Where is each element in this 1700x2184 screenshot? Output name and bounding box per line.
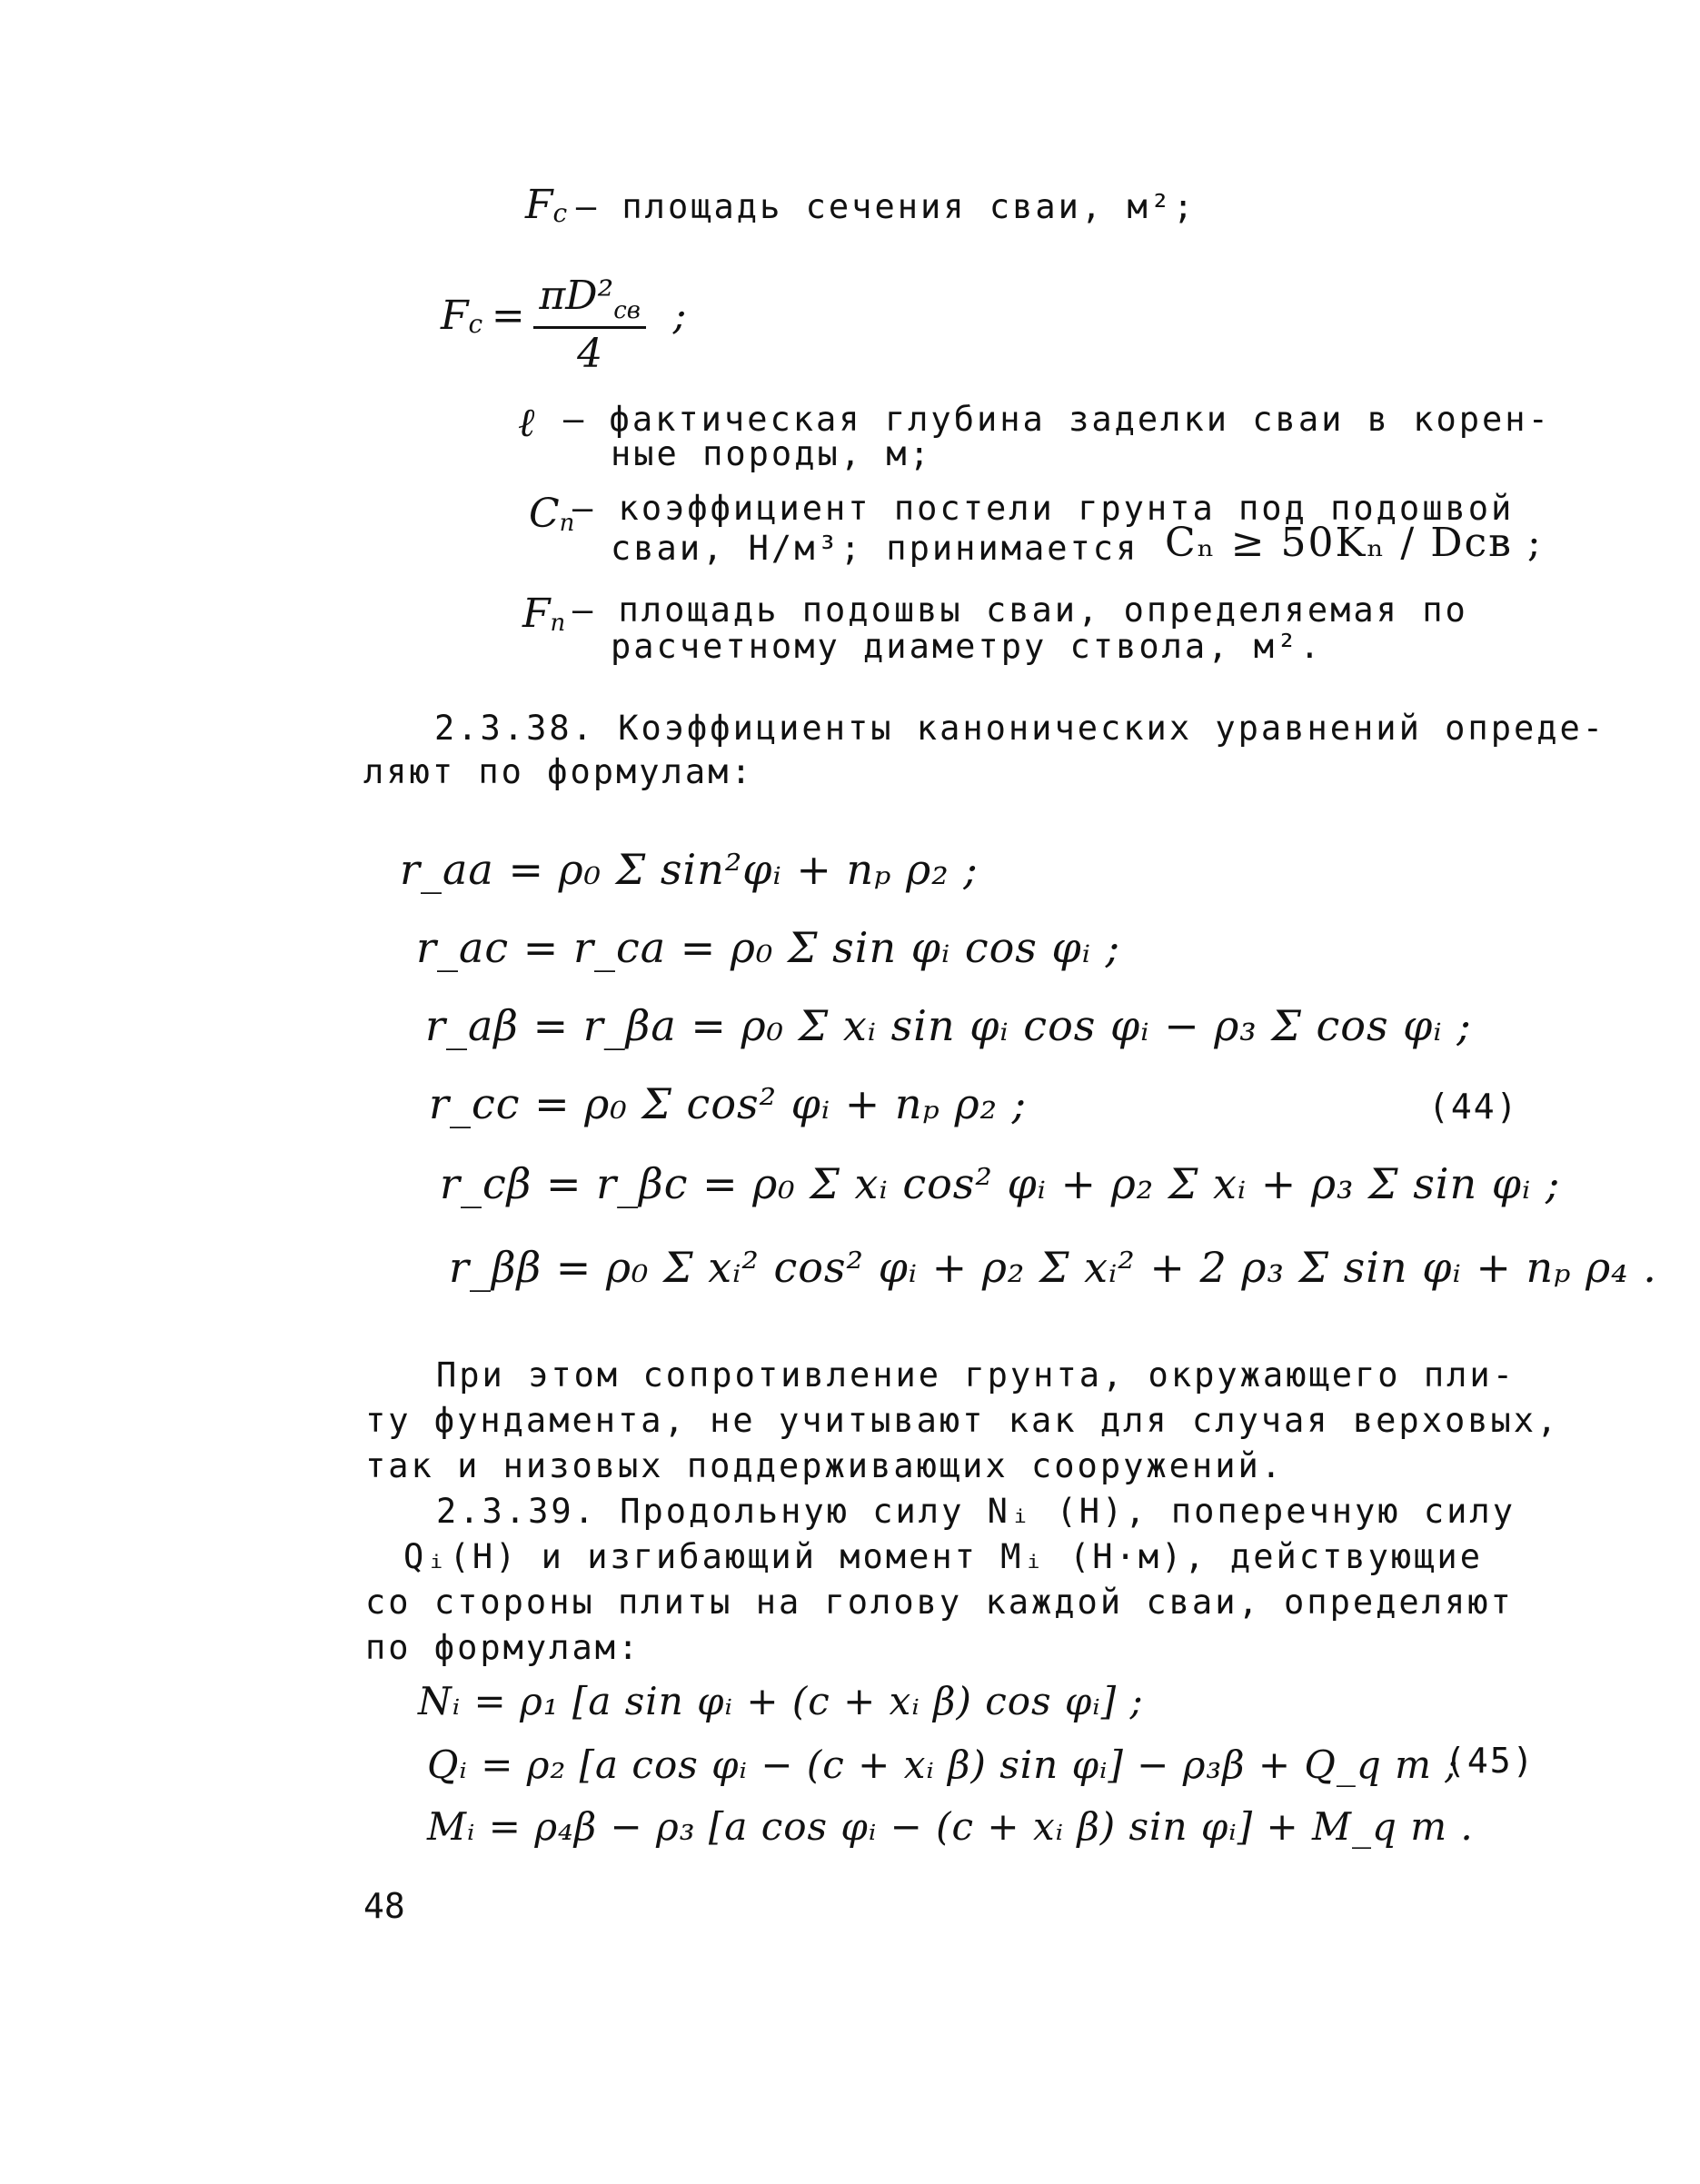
fc-formula-semicolon: ;: [672, 292, 687, 339]
eq-44-line-3: r_aβ = r_βa = ρ₀ Σ xᵢ sin φᵢ cos φᵢ − ρ₃ Σ cos φᵢ ;: [425, 1001, 1472, 1050]
cn-formula: Cₙ ≥ 50Kₙ / Dсв ;: [1165, 520, 1543, 566]
eq-45-line-1: Nᵢ = ρ₁ [a sin φᵢ + (c + xᵢ β) cos φᵢ] ;: [418, 1679, 1144, 1723]
section-2-3-38-line-1: 2.3.38. Коэффициенты канонических уравнений опреде-: [434, 709, 1606, 748]
l-text-line-1: – фактическая глубина заделки сваи в корен-: [563, 400, 1551, 439]
page-number: 48: [363, 1886, 405, 1926]
fc-formula-lhs: Ϝ: [441, 292, 469, 339]
para-after-44-line-3: так и низовых поддерживающих сооружений.: [365, 1446, 1285, 1485]
eq-45-line-2: Qᵢ = ρ₂ [a cos φᵢ − (c + xᵢ β) sin φᵢ] − ρ₃β + Q_q m ;: [427, 1742, 1459, 1787]
eq-44-line-2: r_ac = r_ca = ρ₀ Σ sin φᵢ cos φᵢ ;: [416, 923, 1121, 972]
l-text-line-2: ные породы, м;: [611, 434, 932, 473]
fc-definition-text: – площадь сечения сваи, м²;: [575, 187, 1197, 226]
eq-44-line-1: r_aa = ρ₀ Σ sin²φᵢ + nₚ ρ₂ ;: [400, 845, 979, 894]
fn-subscript: п: [550, 610, 566, 638]
fc-fraction-numerator: [533, 273, 646, 329]
def-l: [518, 400, 534, 446]
eq-44-line-4: r_cc = ρ₀ Σ cos² φᵢ + nₚ ρ₂ ;: [429, 1079, 1028, 1128]
fn-text-line-2: расчетному диаметру ствола, м².: [611, 627, 1323, 666]
eq-44-line-6: r_ββ = ρ₀ Σ xᵢ² cos² φᵢ + ρ₂ Σ xᵢ² + 2 ρ₃ Σ sin φᵢ + nₚ ρ₄ .: [449, 1243, 1657, 1292]
fc-fraction: [533, 273, 646, 377]
eq-44-number: (44): [1428, 1087, 1519, 1127]
cn-symbol: C: [529, 491, 560, 537]
fc-symbol: Ϝ: [525, 182, 553, 228]
cn-text-line-2: сваи, Н/м³; принимается: [611, 529, 1139, 568]
def-cn: [529, 491, 574, 537]
cn-text-line-1: – коэффициент постели грунта под подошвой: [572, 489, 1515, 528]
fn-symbol: Ϝ: [522, 591, 551, 637]
eq-45-line-3: Mᵢ = ρ₄β − ρ₃ [a cos φᵢ − (c + xᵢ β) sin φᵢ] + M_q m .: [427, 1804, 1474, 1849]
fc-formula: [441, 273, 686, 377]
cn-subscript: п: [559, 510, 575, 538]
fc-formula-equals: =: [491, 292, 525, 339]
section-2-3-38-line-2: ляют по формулам:: [363, 752, 754, 791]
section-2-3-39-line-1: 2.3.39. Продольную силу Nᵢ (Н), поперечную силу: [436, 1492, 1516, 1531]
fn-text-line-1: – площадь подошвы сваи, определяемая по: [572, 591, 1468, 630]
fc-fraction-denominator: 4: [577, 330, 603, 377]
fc-subscript: c: [552, 198, 568, 229]
section-2-3-39-line-3: со стороны плиты на голову каждой сваи, определяют: [365, 1583, 1514, 1622]
para-after-44-line-1: При этом сопротивление грунта, окружающего пли-: [436, 1355, 1516, 1395]
para-after-44-line-2: ту фундамента, не учитывают как для случая верховых,: [365, 1401, 1560, 1440]
def-fn: [522, 591, 565, 637]
section-2-3-39-line-4: по формулам:: [365, 1628, 641, 1667]
eq-44-line-5: r_cβ = r_βc = ρ₀ Σ xᵢ cos² φᵢ + ρ₂ Σ xᵢ + ρ₃ Σ sin φᵢ ;: [440, 1159, 1561, 1208]
def-fc: [525, 182, 1196, 228]
l-symbol: ℓ: [518, 400, 535, 446]
fc-fraction-num-sub: св: [613, 296, 641, 324]
section-2-3-39-line-2: Qᵢ(Н) и изгибающий момент Mᵢ (Н·м), действующие: [403, 1537, 1483, 1576]
fc-fraction-num-main: πD²: [539, 273, 614, 319]
eq-45-number: (45): [1445, 1741, 1536, 1781]
fc-formula-lhs-sub: c: [468, 309, 483, 340]
